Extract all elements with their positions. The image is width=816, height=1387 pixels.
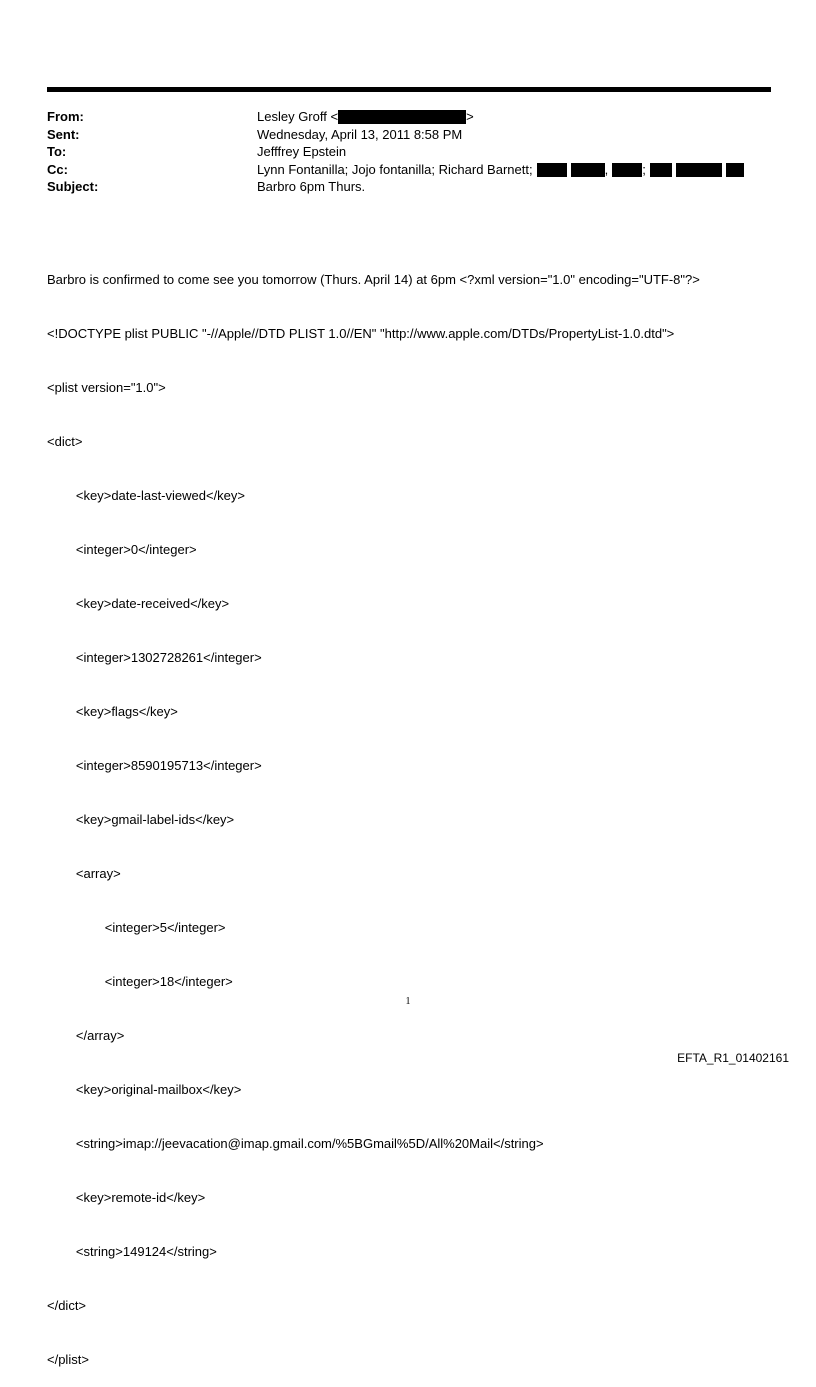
sent-label: Sent:	[47, 126, 80, 142]
header-rule	[47, 87, 771, 92]
body-line: <key>date-last-viewed</key>	[47, 488, 246, 503]
cc-row	[47, 161, 744, 179]
subject-label: Subject:	[47, 179, 99, 195]
sent-value: Wednesday, April 13, 2011 8:58 PM	[257, 126, 463, 142]
from-row	[47, 108, 744, 126]
subject-value: Barbro 6pm Thurs.	[257, 179, 366, 195]
body-line: </array>	[47, 1028, 125, 1043]
to-label: To:	[47, 144, 67, 160]
body-line: <key>date-received</key>	[47, 596, 230, 611]
email-body	[47, 235, 700, 1387]
body-line: <key>gmail-label-ids</key>	[47, 812, 235, 827]
body-line: <key>original-mailbox</key>	[47, 1082, 242, 1097]
body-line: <dict>	[47, 434, 83, 449]
body-line: <array>	[47, 866, 121, 881]
body-line: <key>flags</key>	[47, 704, 178, 719]
body-line: Barbro is confirmed to come see you tomorrow (Thurs. April 14) at 6pm <?xml version="1.0" encoding="UTF-8"?>	[47, 272, 700, 287]
redaction-box	[571, 163, 605, 177]
body-line: <integer>5</integer>	[47, 920, 226, 935]
redaction-box	[676, 163, 722, 177]
body-line: </plist>	[47, 1352, 89, 1367]
redaction-box	[650, 163, 672, 177]
body-line: <integer>8590195713</integer>	[47, 758, 262, 773]
cc-label: Cc:	[47, 161, 68, 177]
body-line: <key>remote-id</key>	[47, 1190, 206, 1205]
cc-value	[257, 161, 744, 179]
subject-row	[47, 178, 744, 196]
redaction-box	[726, 163, 744, 177]
from-value	[257, 108, 474, 126]
redaction-box	[537, 163, 567, 177]
body-line: <plist version="1.0">	[47, 380, 166, 395]
body-line: <integer>1302728261</integer>	[47, 650, 262, 665]
email-header	[47, 108, 744, 196]
body-line: <!DOCTYPE plist PUBLIC "-//Apple//DTD PLIST 1.0//EN" "http://www.apple.com/DTDs/PropertyList-1.0.dtd">	[47, 326, 675, 341]
redaction-box	[338, 110, 466, 124]
to-value: Jefffrey Epstein	[257, 144, 347, 160]
sent-row	[47, 126, 744, 144]
cc-separator: ;	[642, 161, 646, 177]
from-close: >	[466, 109, 474, 124]
body-line: <integer>0</integer>	[47, 542, 197, 557]
redaction-box	[612, 163, 642, 177]
from-label: From:	[47, 109, 84, 124]
body-line: <integer>18</integer>	[47, 974, 233, 989]
to-row	[47, 143, 744, 161]
bates-number: EFTA_R1_01402161	[677, 1051, 789, 1065]
body-line: <string>imap://jeevacation@imap.gmail.com/%5BGmail%5D/All%20Mail</string>	[47, 1136, 544, 1151]
cc-names: Lynn Fontanilla; Jojo fontanilla; Richard Barnett;	[257, 161, 533, 177]
cc-separator: ,	[604, 161, 609, 177]
page-number: 1	[405, 996, 411, 1007]
from-name: Lesley Groff <	[257, 109, 339, 124]
body-line: <string>149124</string>	[47, 1244, 217, 1259]
body-line: </dict>	[47, 1298, 87, 1313]
